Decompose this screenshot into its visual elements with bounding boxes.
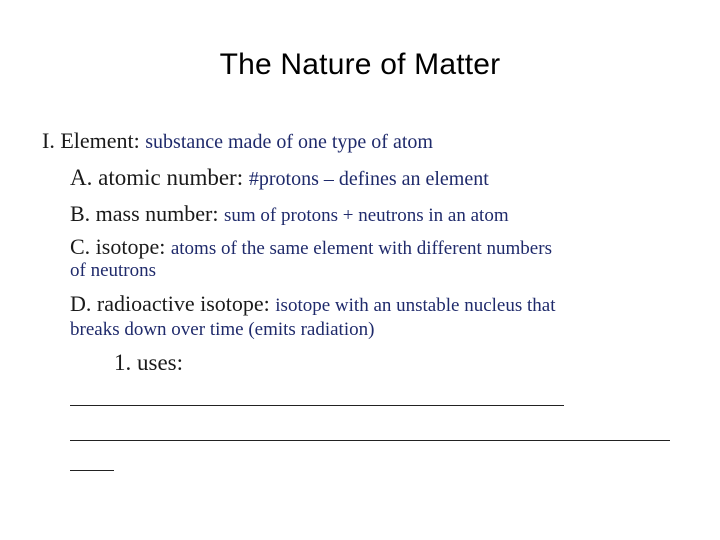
radioactive-isotope-definition: isotope with an unstable nucleus that: [275, 295, 556, 316]
answer-blank-line-1: [70, 405, 564, 406]
slide-title: The Nature of Matter: [219, 48, 501, 81]
isotope-definition: atoms of the same element with different numbers: [170, 238, 552, 259]
isotope-term: C. isotope:: [70, 234, 171, 259]
atomic-number-line: [70, 165, 489, 191]
isotope-definition-continued: of neutrons: [70, 260, 157, 281]
element-definition: substance made of one type of atom: [145, 131, 433, 153]
uses-label: 1. uses:: [114, 350, 183, 375]
radioactive-isotope-definition-continued: breaks down over time (emits radiation): [70, 319, 375, 340]
element-line: [42, 128, 433, 154]
atomic-number-term: A. atomic number:: [70, 165, 249, 190]
radioactive-isotope-term: D. radioactive isotope:: [70, 291, 276, 316]
mass-number-term: B. mass number:: [70, 201, 224, 226]
element-term: I. Element:: [42, 128, 146, 153]
answer-blank-line-2: [70, 440, 670, 441]
isotope-line: [70, 234, 552, 260]
answer-blank-line-3: [70, 470, 114, 471]
atomic-number-definition: #protons – defines an element: [248, 168, 489, 190]
mass-number-definition: sum of protons + neutrons in an atom: [224, 205, 509, 226]
mass-number-line: [70, 201, 509, 227]
radioactive-isotope-line: [70, 291, 555, 317]
